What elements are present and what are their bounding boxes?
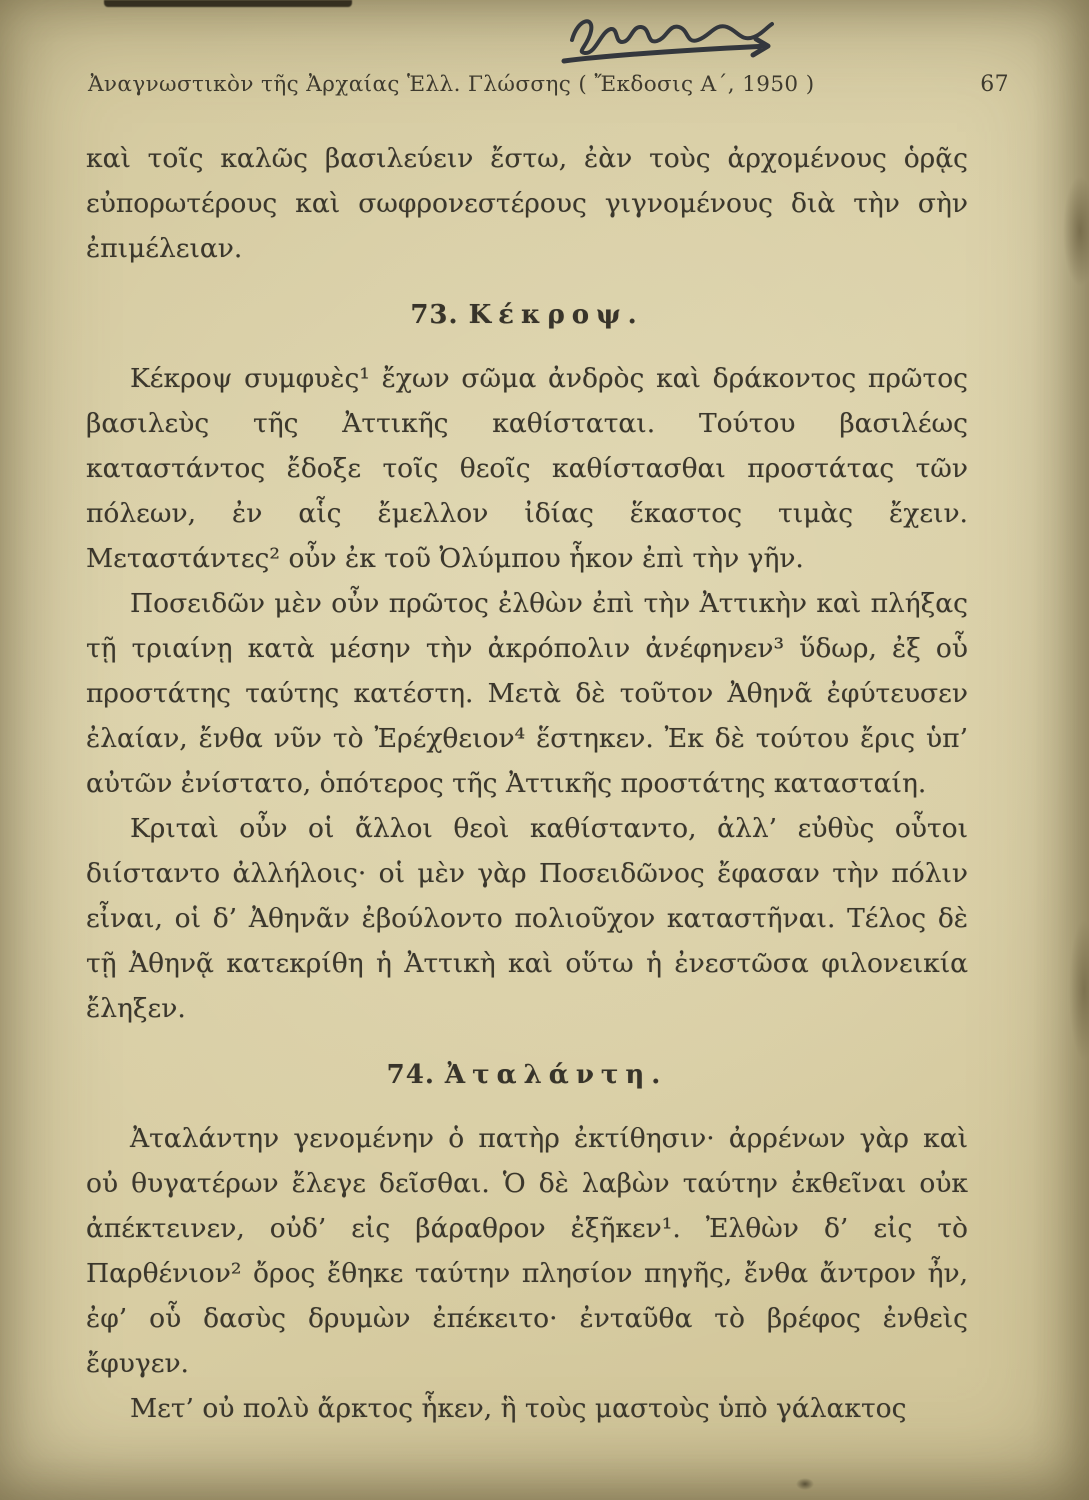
section-number: 74.	[386, 1060, 435, 1090]
paragraph: Μετ’ οὐ πολὺ ἄρκτος ἧκεν, ἣ τοὺς μαστοὺς ὑπὸ γάλακτος	[130, 1393, 907, 1424]
section-heading-73	[86, 293, 968, 338]
section-title: Ἀταλάντη.	[444, 1060, 668, 1090]
text-block	[86, 136, 968, 1431]
paragraph: Κέκροψ συμφυὲς¹ ἔχων σῶμα ἀνδρὸς καὶ δράκοντος πρῶτος βασιλεὺς τῆς Ἀττικῆς καθίσταται. Τούτου βασιλέως καταστάντος ἔδοξε τοῖς θεοῖς καθίστασθαι προστάτας τῶν πόλεων, ἐν αἷς ἔμελλον ἰδίας ἕκαστος τιμὰς ἔχειν. Μεταστάντες² οὖν ἐκ τοῦ Ὀλύμπου ἧκον ἐπὶ τὴν γῆν.	[86, 363, 968, 574]
section-heading-74	[86, 1053, 968, 1098]
scan-edge-artifact	[104, 0, 352, 7]
paragraph: Κριταὶ οὖν οἱ ἄλλοι θεοὶ καθίσταντο, ἀλλ’ εὐθὺς οὗτοι διίσταντο ἀλλήλοις· οἱ μὲν γὰρ Ποσειδῶνος ἔφασαν τὴν πόλιν εἶναι, οἱ δ’ Ἀθηνᾶν ἐβούλοντο πολιοῦχον καταστῆναι. Τέλος δὲ τῇ Ἀθηνᾷ κατεκρίθη ἡ Ἀττικὴ καὶ οὕτω ἡ ἐνεστῶσα φιλονεικία ἔληξεν.	[86, 813, 968, 1024]
running-header	[88, 72, 1009, 97]
scan-smudge	[1063, 176, 1089, 286]
paragraph: Ἀταλάντην γενομένην ὁ πατὴρ ἐκτίθησιν· ἀρρένων γὰρ καὶ οὐ θυγατέρων ἔλεγε δεῖσθαι. Ὁ δὲ λαβὼν ταύτην ἐκθεῖναι οὐκ ἀπέκτεινεν, οὐδ’ εἰς βάραθρον ἐξῆκεν¹. Ἐλθὼν δ’ εἰς τὸ Παρθένιον² ὄρος ἔθηκε ταύτην πλησίον πηγῆς, ἔνθα ἄντρον ἦν, ἐφ’ οὗ δασὺς δρυμὼν ἐπέκειτο· ἐνταῦθα τὸ βρέφος ἐνθεὶς ἔφυγεν.	[86, 1123, 968, 1379]
running-title: Ἀναγνωστικὸν τῆς Ἀρχαίας Ἑλλ. Γλώσσης ( Ἔκδοσις Α΄, 1950 )	[88, 72, 815, 97]
scan-smudge	[1069, 920, 1089, 1060]
page-number: 67	[980, 72, 1009, 97]
paragraph: Ποσειδῶν μὲν οὖν πρῶτος ἐλθὼν ἐπὶ τὴν Ἀττικὴν καὶ πλήξας τῇ τριαίνῃ κατὰ μέσην τὴν ἀκρόπολιν ἀνέφηνεν³ ὕδωρ, ἐξ οὗ προστάτης ταύτης κατέστη. Μετὰ δὲ τοῦτον Ἀθηνᾶ ἐφύτευσεν ἐλαίαν, ἔνθα νῦν τὸ Ἐρέχθειον⁴ ἕστηκεν. Ἐκ δὲ τούτου ἔρις ὑπ’ αὐτῶν ἐνίστατο, ὁπότερος τῆς Ἀττικῆς προστάτης κατασταίη.	[86, 588, 968, 799]
section-title: Κέκροψ.	[468, 300, 644, 330]
handwritten-annotation	[556, 4, 808, 70]
scan-speck	[796, 1478, 814, 1490]
intro-paragraph: καὶ τοῖς καλῶς βασιλεύειν ἔστω, ἐὰν τοὺς ἀρχομένους ὁρᾷς εὐπορωτέρους καὶ σωφρονεστέρους γιγνομένους διὰ τὴν σὴν ἐπιμέλειαν.	[86, 143, 968, 264]
section-number: 73.	[410, 300, 459, 330]
